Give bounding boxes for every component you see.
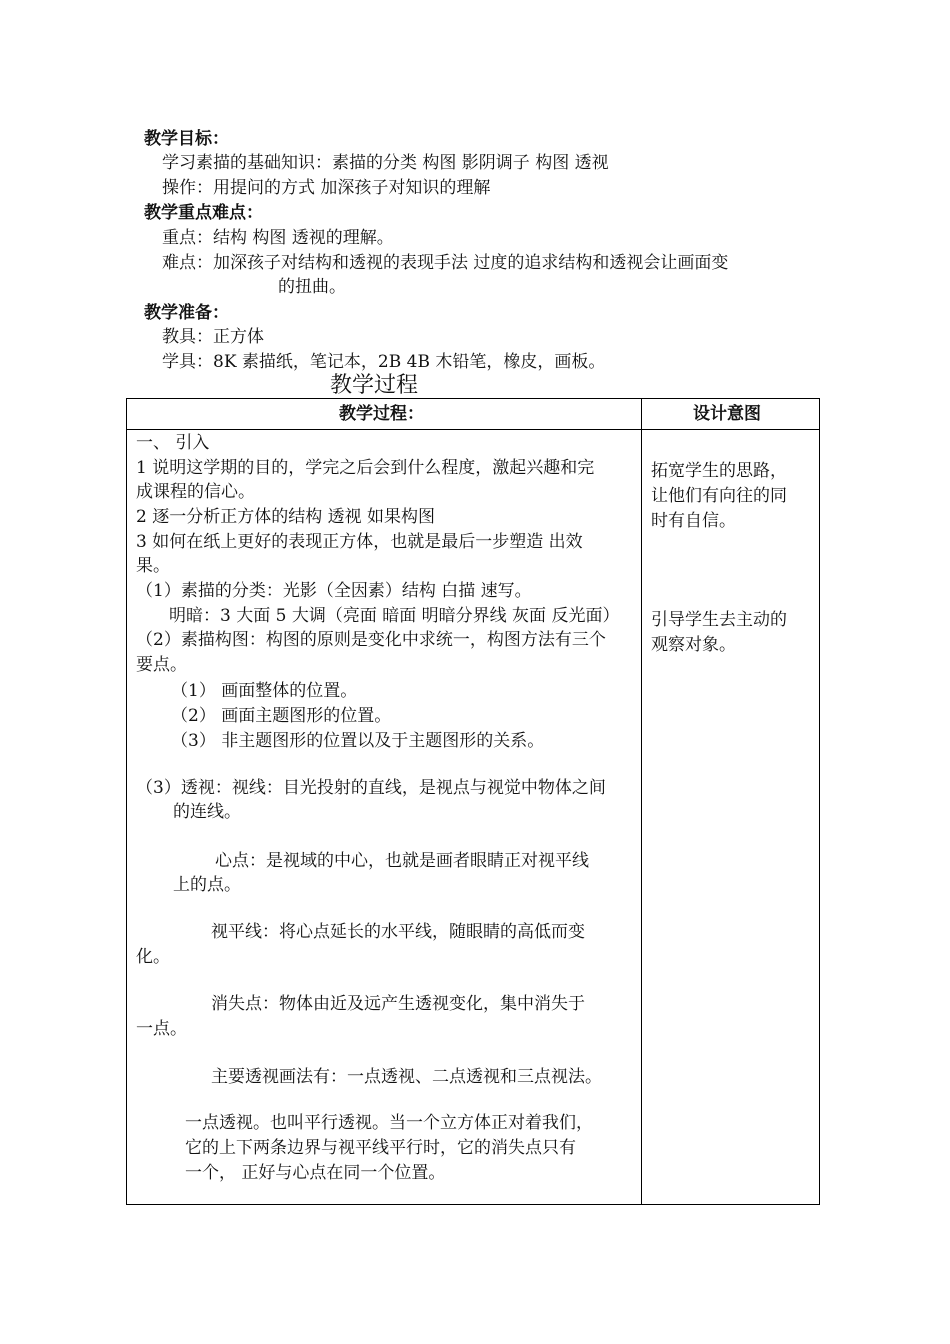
preparation-heading: 教学准备： [144, 303, 229, 323]
key-point-text: 重点：结构 构图 透视的理解。 [162, 228, 394, 248]
process-line: （1） 画面整体的位置。 [171, 681, 358, 701]
process-line: 的连线。 [173, 802, 241, 822]
process-line: 1 说明这学期的目的，学完之后会到什么程度，激起兴趣和完 [136, 458, 595, 478]
process-line: （1）素描的分类：光影（全因素）结构 白描 速写。 [136, 581, 532, 601]
difficult-point-text-2: 的扭曲。 [278, 277, 346, 297]
process-line: （3） 非主题图形的位置以及于主题图形的关系。 [171, 731, 545, 751]
process-title: 教学过程 [330, 373, 419, 398]
process-line: （2） 画面主题图形的位置。 [171, 706, 392, 726]
objectives-heading: 教学目标： [144, 129, 229, 149]
key-points-heading: 教学重点难点： [144, 203, 263, 223]
objectives-line-2: 操作：用提问的方式 加深孩子对知识的理解 [162, 178, 491, 198]
process-line: 一点透视。也叫平行透视。当一个立方体正对着我们， [185, 1113, 593, 1133]
process-table [126, 398, 820, 1205]
process-line: 化。 [136, 947, 170, 967]
process-line: 2 逐一分析正方体的结构 透视 如果构图 [136, 507, 436, 527]
student-tools: 学具：8K 素描纸，笔记本，2B 4B 木铅笔，橡皮，画板。 [162, 352, 606, 372]
process-line: （3）透视：视线：目光投射的直线，是视点与视觉中物体之间 [136, 778, 606, 798]
process-line: 上的点。 [173, 875, 241, 895]
process-line: 一个， 正好与心点在同一个位置。 [185, 1163, 446, 1183]
difficult-point-text-1: 难点：加深孩子对结构和透视的表现手法 过度的追求结构和透视会让画面变 [162, 253, 729, 273]
process-line: 要点。 [136, 655, 187, 675]
process-line: 视平线：将心点延长的水平线，随眼睛的高低而变 [211, 922, 585, 942]
design-line: 时有自信。 [651, 511, 736, 531]
process-line: 果。 [136, 556, 170, 576]
design-line: 引导学生去主动的 [651, 610, 787, 630]
process-line: 成课程的信心。 [136, 482, 255, 502]
header-process: 教学过程： [339, 404, 424, 424]
process-line: 3 如何在纸上更好的表现正方体，也就是最后一步塑造 出效 [136, 532, 583, 552]
process-line: 消失点：物体由近及远产生透视变化，集中消失于 [211, 994, 585, 1014]
header-design: 设计意图 [693, 404, 761, 424]
process-line: 心点：是视域的中心，也就是画者眼睛正对视平线 [215, 851, 589, 871]
design-line: 观察对象。 [651, 635, 736, 655]
objectives-line-1: 学习素描的基础知识：素描的分类 构图 影阴调子 构图 透视 [162, 153, 609, 173]
process-line: 明暗：3 大面 5 大调（亮面 暗面 明暗分界线 灰面 反光面） [169, 606, 620, 626]
process-line: 它的上下两条边界与视平线平行时，它的消失点只有 [185, 1138, 576, 1158]
process-line: （2）素描构图：构图的原则是变化中求统一，构图方法有三个 [136, 630, 606, 650]
design-line: 让他们有向往的同 [651, 486, 787, 506]
header-divider [127, 429, 819, 430]
teacher-tools: 教具：正方体 [162, 327, 264, 347]
process-line: 主要透视画法有：一点透视、二点透视和三点视法。 [211, 1067, 602, 1087]
process-line: 一点。 [136, 1019, 187, 1039]
process-line: 一、 引入 [136, 433, 210, 453]
design-line: 拓宽学生的思路， [651, 461, 787, 481]
column-divider [641, 399, 642, 1204]
